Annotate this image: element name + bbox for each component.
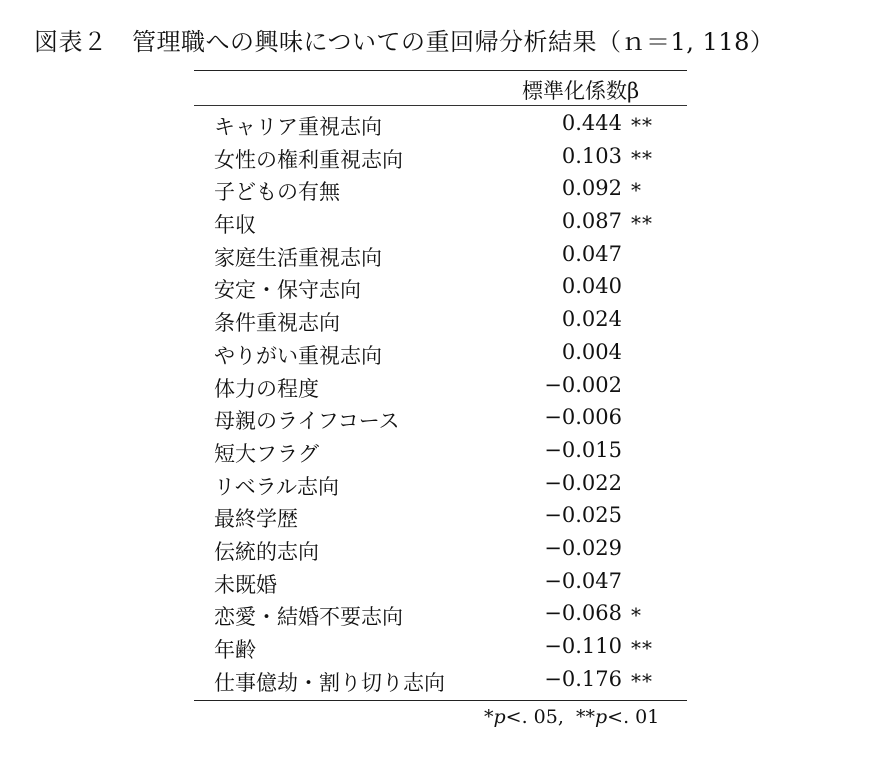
row-label: キャリア重視志向 — [214, 115, 382, 139]
note-sig1-mark: * — [484, 706, 494, 728]
row-coefficient: 0.040 — [561, 274, 622, 299]
row-coefficient: 0.047 — [561, 241, 622, 266]
row-significance: ** — [631, 113, 653, 137]
table-row — [194, 468, 687, 501]
column-header-beta: 標準化係数β — [522, 79, 640, 103]
table-row — [194, 402, 687, 435]
note-sig1-p: p — [493, 706, 506, 728]
note-sig2-mark: ** — [575, 706, 595, 728]
table-row — [194, 631, 687, 664]
table-row — [194, 435, 687, 468]
row-coefficient: −0.022 — [544, 470, 622, 495]
row-coefficient: −0.015 — [544, 437, 622, 462]
row-label: 未既婚 — [214, 572, 277, 597]
table-row — [194, 271, 687, 304]
table-row — [194, 533, 687, 566]
row-coefficient: 0.024 — [561, 307, 622, 332]
row-label: 体力の程度 — [214, 376, 319, 401]
figure-title: 図表２ 管理職への興味についての重回帰分析結果（ｎ＝1, 118） — [34, 28, 775, 56]
row-label: 年齢 — [214, 638, 256, 662]
row-label: リベラル志向 — [214, 474, 339, 499]
table-row — [194, 598, 687, 631]
row-label: 短大フラグ — [214, 441, 319, 466]
table-row — [194, 108, 687, 141]
row-coefficient: 0.092 — [561, 176, 622, 201]
row-label: 年収 — [214, 213, 256, 238]
row-coefficient: −0.176 — [544, 666, 622, 691]
row-label: 子どもの有無 — [214, 180, 340, 205]
row-label: 母親のライフコース — [214, 409, 400, 434]
row-label: 女性の権利重視志向 — [214, 147, 403, 172]
row-significance: * — [631, 178, 642, 203]
table-bottom-rule — [194, 700, 687, 701]
table-row — [194, 566, 687, 599]
table-row — [194, 370, 687, 403]
table-row — [194, 500, 687, 533]
row-coefficient: 0.444 — [561, 111, 622, 135]
table-row — [194, 141, 687, 174]
row-significance: ** — [631, 145, 653, 170]
row-coefficient: −0.029 — [544, 535, 622, 560]
row-coefficient: −0.002 — [544, 372, 622, 397]
row-label: 恋愛・結婚不要志向 — [214, 605, 403, 630]
row-coefficient: −0.006 — [544, 405, 622, 430]
row-coefficient: 0.087 — [561, 209, 622, 234]
table-row — [194, 206, 687, 239]
row-coefficient: 0.103 — [561, 143, 622, 168]
row-significance: ** — [631, 668, 653, 693]
table-row — [194, 173, 687, 206]
row-significance: ** — [631, 636, 653, 660]
significance-note — [484, 706, 659, 728]
table-header-row — [194, 71, 687, 105]
row-significance: ** — [631, 211, 653, 236]
row-coefficient: −0.047 — [544, 568, 622, 593]
row-label: 家庭生活重視志向 — [214, 245, 382, 270]
row-coefficient: −0.025 — [544, 503, 622, 528]
row-coefficient: 0.004 — [561, 339, 622, 364]
table-row — [194, 239, 687, 272]
note-sig2-p: p — [594, 706, 608, 728]
row-label: 伝統的志向 — [214, 539, 319, 564]
table-row — [194, 664, 687, 697]
row-label: 条件重視志向 — [214, 311, 340, 336]
row-coefficient: −0.068 — [544, 601, 622, 626]
note-sig1-threshold: <. 05, — [505, 706, 564, 728]
row-coefficient: −0.110 — [544, 634, 622, 658]
note-sig2-threshold: <. 01 — [607, 706, 660, 728]
row-label: やりがい重視志向 — [214, 343, 382, 368]
row-label: 最終学歴 — [214, 507, 298, 532]
table-row — [194, 337, 687, 370]
table-row — [194, 304, 687, 337]
row-label: 仕事億劫・割り切り志向 — [214, 670, 445, 695]
row-significance: * — [631, 603, 642, 628]
regression-table — [194, 70, 687, 701]
row-label: 安定・保守志向 — [214, 278, 361, 303]
table-body — [194, 106, 687, 700]
